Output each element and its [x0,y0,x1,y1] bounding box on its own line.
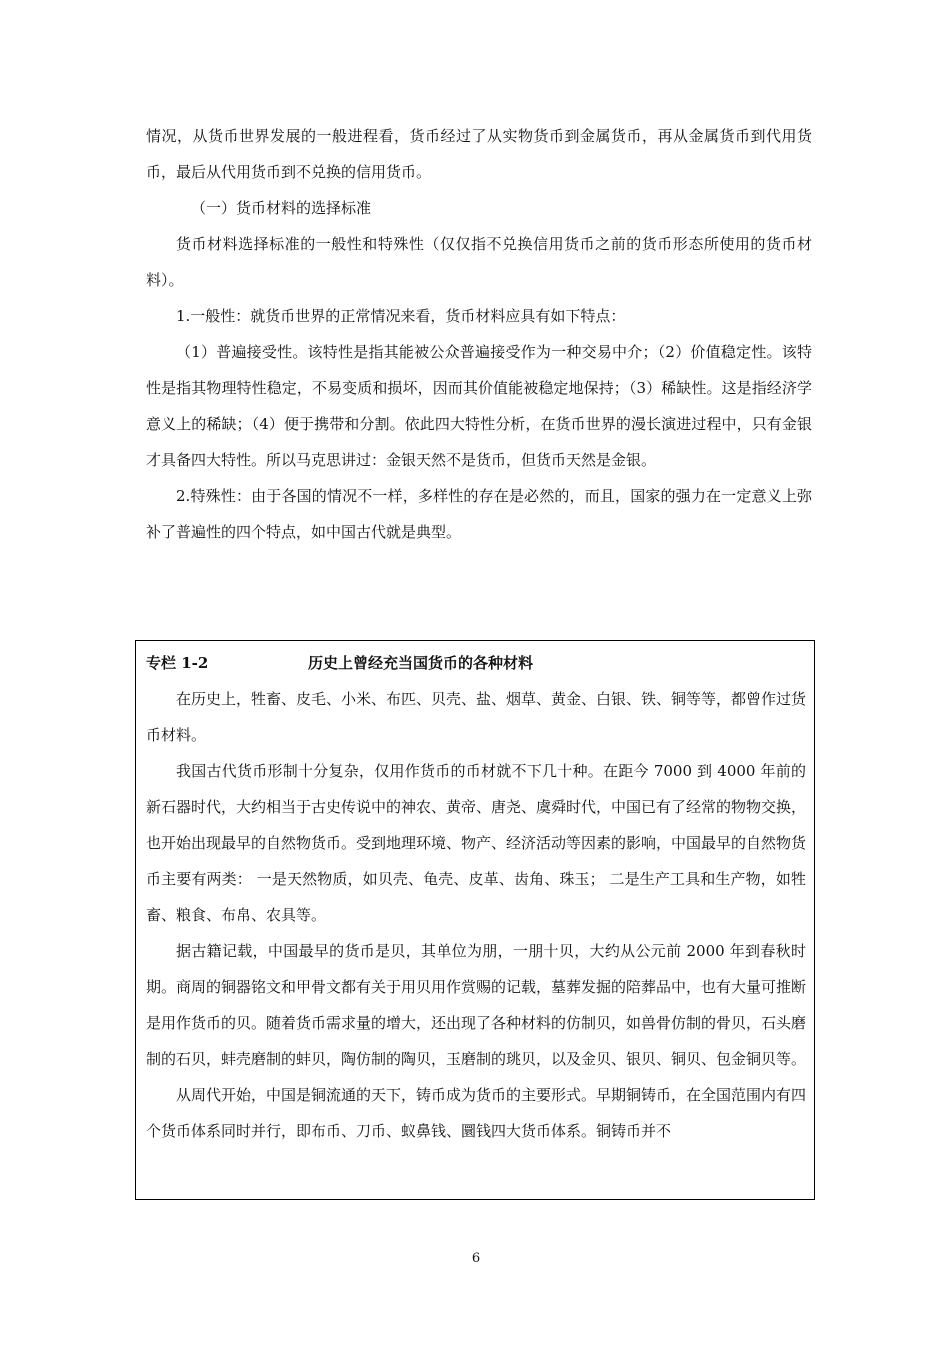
paragraph: 货币材料选择标准的一般性和特殊性（仅仅指不兑换信用货币之前的货币形态所使用的货币材料）。 [146,235,812,289]
paragraph: 情况，从货币世界发展的一般进程看，货币经过了从实物货币到金属货币，再从金属货币到代用货币，最后从代用货币到不兑换的信用货币。 [146,127,812,181]
sidebar-box [135,640,815,1200]
paragraph: 1.一般性：就货币世界的正常情况来看，货币材料应具有如下特点： [176,307,626,325]
page-number: 6 [471,1251,481,1266]
box-paragraph: 从周代开始，中国是铜流通的天下，铸币成为货币的主要形式。早期铜铸币，在全国范围内有四个货币体系同时并行，即布币、刀币、蚁鼻钱、圜钱四大货币体系。铜铸币并不 [146,1086,807,1140]
box-paragraph: 我国古代货币形制十分复杂，仅用作货币的币材就不下几十种。在距今 7000 到 4000 年前的新石器时代，大约相当于古史传说中的神农、黄帝、唐尧、虞舜时代，中国已有了经常的物物交换，也开始出现最早的自然物货币。受到地理环境、物产、经济活动等因素的影响，中国最早的自然物货币主要有两类： 一是天然物质，如贝壳、龟壳、皮革、齿角、珠玉； 二是生产工具和生产物，如牲畜、粮食、布帛、农具等。 [146,762,807,924]
box-header [146,645,806,681]
paragraph: 2.特殊性：由于各国的情况不一样，多样性的存在是必然的，而且，国家的强力在一定意义上弥补了普遍性的四个特点，如中国古代就是典型。 [146,487,812,541]
body-text [146,118,812,550]
section-heading: （一）货币材料的选择标准 [191,199,372,217]
paragraph: （1）普遍接受性。该特性是指其能被公众普遍接受作为一种交易中介；（2）价值稳定性。该特性是指其物理特性稳定，不易变质和损坏，因而其价值能被稳定地保持；（3）稀缺性。这是指经济学意义上的稀缺；（4）便于携带和分割。依此四大特性分析，在货币世界的漫长演进过程中，只有金银才具备四大特性。所以马克思讲过：金银天然不是货币，但货币天然是金银。 [146,343,812,469]
box-code: 专栏 1-2 [146,654,209,672]
box-paragraph: 在历史上，牲畜、皮毛、小米、布匹、贝壳、盐、烟草、黄金、白银、铁、铜等等，都曾作过货币材料。 [146,690,807,744]
box-title: 历史上曾经充当国货币的各种材料 [308,654,534,672]
box-paragraph: 据古籍记载，中国最早的货币是贝，其单位为朋，一朋十贝，大约从公元前 2000 年到春秋时期。商周的铜器铭文和甲骨文都有关于用贝用作赏赐的记载，墓葬发掘的陪葬品中，也有大量可推断是用作货币的贝。随着货币需求量的增大，还出现了各种材料的仿制贝，如兽骨仿制的骨贝，石头磨制的石贝，蚌壳磨制的蚌贝，陶仿制的陶贝，玉磨制的珧贝，以及金贝、银贝、铜贝、包金铜贝等。 [146,942,807,1068]
